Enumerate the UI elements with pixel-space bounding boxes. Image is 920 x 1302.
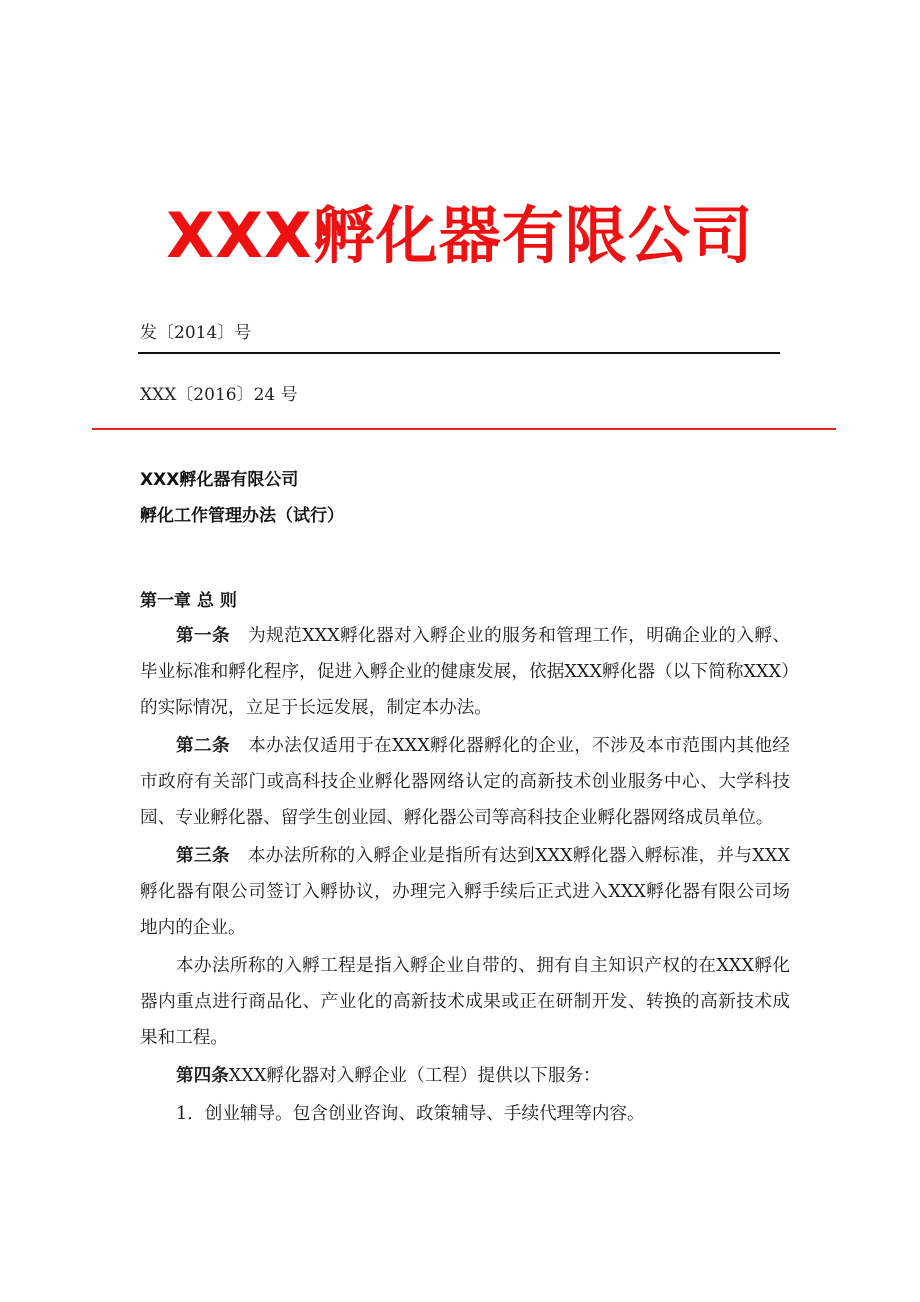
article-3-extra: 本办法所称的入孵工程是指入孵企业自带的、拥有自主知识产权的在XXX孵化器内重点进行商品化、产业化的高新技术成果或正在研制开发、转换的高新技术成果和工程。 <box>140 956 790 1048</box>
doc-number-2: XXX〔2016〕24 号 <box>140 385 298 405</box>
article-2-label: 第二条 <box>176 736 231 756</box>
article-3 <box>140 838 790 946</box>
article-1-text: 为规范XXX孵化器对入孵企业的服务和管理工作，明确企业的入孵、毕业标准和孵化程序，促进入孵企业的健康发展，依据XXX孵化器（以下简称XXX）的实际情况，立足于长远发展，制定本办法。 <box>140 626 790 718</box>
article-4-label: 第四条 <box>176 1066 229 1086</box>
article-2-text: 本办法仅适用于在XXX孵化器孵化的企业，不涉及本市范围内其他经市政府有关部门或高科技企业孵化器网络认定的高新技术创业服务中心、大学科技园、专业孵化器、留学生创业园、孵化器公司等高科技企业孵化器网络成员单位。 <box>140 736 790 828</box>
list-item-1: 1．创业辅导。包含创业咨询、政策辅导、手续代理等内容。 <box>176 1104 645 1124</box>
org-name: XXX孵化器有限公司 <box>140 470 299 490</box>
company-title: XXX孵化器有限公司 <box>166 199 754 272</box>
divider-red <box>92 428 836 430</box>
article-2 <box>140 728 790 836</box>
chapter-title: 第一章 总 则 <box>140 591 237 611</box>
article-4 <box>140 1058 790 1094</box>
doc-title: 孵化工作管理办法（试行） <box>140 506 344 526</box>
article-1 <box>140 618 790 726</box>
article-4-text: XXX孵化器对入孵企业（工程）提供以下服务： <box>228 1066 601 1086</box>
article-1-label: 第一条 <box>176 626 231 646</box>
article-3-text: 本办法所称的入孵企业是指所有达到XXX孵化器入孵标准，并与XXX孵化器有限公司签订入孵协议，办理完入孵手续后正式进入XXX孵化器有限公司场地内的企业。 <box>140 846 790 938</box>
article-3-label: 第三条 <box>176 846 230 866</box>
body-text <box>140 618 790 1132</box>
doc-number-1: 发〔2014〕号 <box>140 323 252 343</box>
divider-black <box>138 352 780 354</box>
